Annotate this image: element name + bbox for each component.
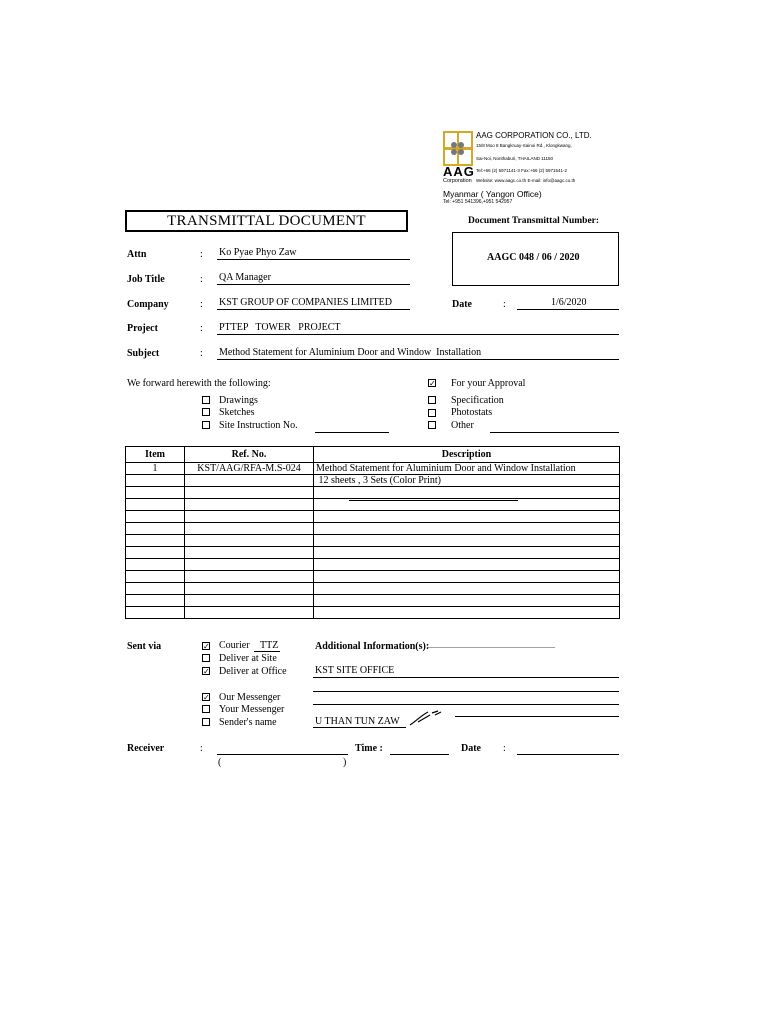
company-brand: AAG <box>443 164 475 179</box>
sketches-label: Sketches <box>219 407 255 418</box>
sender-name-underline <box>313 727 406 728</box>
specification-checkbox[interactable] <box>428 396 436 404</box>
sketches-checkbox[interactable] <box>202 408 210 416</box>
company-value: KST GROUP OF COMPANIES LIMITED <box>219 297 392 308</box>
subject-colon: : <box>200 348 203 359</box>
ref-no-cell <box>185 607 314 619</box>
item-cell <box>126 475 185 487</box>
item-cell <box>126 595 185 607</box>
ref-no-cell <box>185 511 314 523</box>
company-website: Website: www.aagc.co.th E-mail: info@aagc.co.th <box>476 178 576 183</box>
table-header-row <box>126 447 620 463</box>
time-underline <box>390 754 449 755</box>
forward-intro: We forward herewith the following: <box>127 378 271 389</box>
ref-no-cell <box>185 475 314 487</box>
receiver-paren-close: ) <box>343 757 347 768</box>
item-cell: 1 <box>126 463 185 475</box>
items-table <box>125 446 620 619</box>
deliver-office-label: Deliver at Office <box>219 666 287 677</box>
item-cell <box>126 607 185 619</box>
deliver-office-checkbox[interactable]: ✓ <box>203 667 210 676</box>
transmittal-number-value: AAGC 048 / 06 / 2020 <box>487 252 580 263</box>
description-underline <box>349 500 518 501</box>
sender-name-label: Sender's name <box>219 717 277 728</box>
description-cell <box>314 583 620 595</box>
item-cell <box>126 523 185 535</box>
courier-extra: TTZ <box>260 640 279 651</box>
site-instruction-checkbox[interactable] <box>202 421 210 429</box>
job-title-value: QA Manager <box>219 272 271 283</box>
company-label: Company <box>127 299 169 310</box>
company-brand-sub: Corporation <box>443 178 472 184</box>
item-cell <box>126 535 185 547</box>
sender-name-checkbox[interactable] <box>202 718 210 726</box>
ref-no-cell <box>185 547 314 559</box>
table-row <box>126 583 620 595</box>
our-messenger-checkbox[interactable]: ✓ <box>203 693 210 702</box>
project-underline <box>217 334 619 335</box>
item-cell <box>126 499 185 511</box>
job-title-label: Job Title <box>127 274 165 285</box>
table-row <box>126 595 620 607</box>
item-cell <box>126 559 185 571</box>
attn-value: Ko Pyae Phyo Zaw <box>219 247 297 258</box>
description-cell <box>314 571 620 583</box>
receiver-date-underline <box>517 754 619 755</box>
item-cell <box>126 583 185 595</box>
job-title-underline <box>217 284 410 285</box>
your-messenger-checkbox[interactable] <box>202 705 210 713</box>
additional-line-3 <box>313 704 619 705</box>
drawings-checkbox[interactable] <box>202 396 210 404</box>
company-address-1: 15/8 Moo 8 Bangkruay-Sainoi Rd., Klongkwang, <box>476 143 572 148</box>
item-cell <box>126 571 185 583</box>
ref-no-header: Ref. No. <box>185 447 314 463</box>
signature-mark <box>408 709 444 727</box>
description-cell: Method Statement for Aluminium Door and Window Installation <box>314 463 620 475</box>
description-cell <box>314 559 620 571</box>
date-underline <box>517 309 619 310</box>
description-cell <box>314 535 620 547</box>
site-instruction-label: Site Instruction No. <box>219 420 298 431</box>
photostats-label: Photostats <box>451 407 493 418</box>
project-label: Project <box>127 323 158 334</box>
ref-no-cell <box>185 499 314 511</box>
description-cell: 12 sheets , 3 Sets (Color Print) <box>314 475 620 487</box>
attn-colon: : <box>200 249 203 260</box>
specification-label: Specification <box>451 395 504 406</box>
approval-checkbox[interactable]: ✓ <box>429 379 436 388</box>
company-address-2: Sai-Noi, Nonthaburi, THAILAND 11150 <box>476 156 554 161</box>
deliver-site-label: Deliver at Site <box>219 653 277 664</box>
courier-checkbox[interactable]: ✓ <box>203 642 210 651</box>
date-label: Date <box>452 299 472 310</box>
description-header: Description <box>314 447 620 463</box>
attn-underline <box>217 259 410 260</box>
deliver-site-checkbox[interactable] <box>202 654 210 662</box>
company-phone: Tel:+66 (2) 5971141-3 Fax:+66 (2) 5971541-2 <box>476 168 567 173</box>
ref-no-cell: KST/AAG/RFA-M.S-024 <box>185 463 314 475</box>
table-row <box>126 487 620 499</box>
description-cell <box>314 511 620 523</box>
subject-value: Method Statement for Aluminium Door and Window Installation <box>219 347 482 358</box>
other-underline <box>490 432 619 433</box>
site-instruction-underline <box>315 432 389 433</box>
table-row <box>126 559 620 571</box>
description-cell <box>314 523 620 535</box>
photostats-checkbox[interactable] <box>428 409 436 417</box>
additional-line-2 <box>313 691 619 692</box>
courier-underline <box>254 651 280 652</box>
table-row <box>126 463 620 475</box>
company-colon: : <box>200 299 203 310</box>
company-underline <box>217 309 410 310</box>
table-row <box>126 607 620 619</box>
company-logo <box>443 131 473 166</box>
additional-line-1 <box>313 677 619 678</box>
description-cell <box>314 607 620 619</box>
description-cell <box>314 595 620 607</box>
sender-name-value: U THAN TUN ZAW <box>315 716 400 727</box>
table-row <box>126 511 620 523</box>
item-cell <box>126 487 185 499</box>
company-name: AAG CORPORATION CO., LTD. <box>476 131 592 140</box>
sent-via-label: Sent via <box>127 641 162 652</box>
date-value: 1/6/2020 <box>551 297 587 308</box>
company-office: Myanmar ( Yangon Office) <box>443 189 542 199</box>
transmittal-number-label: Document Transmittal Number: <box>468 216 600 226</box>
company-office-phone: Tel: +951 541396,+951 542957 <box>443 199 513 205</box>
description-cell <box>314 487 620 499</box>
receiver-underline <box>217 754 348 755</box>
table-row <box>126 475 620 487</box>
subject-underline <box>217 359 619 360</box>
subject-label: Subject <box>127 348 160 359</box>
ref-no-cell <box>185 535 314 547</box>
ref-no-cell <box>185 595 314 607</box>
table-row <box>126 535 620 547</box>
document-title-box <box>125 210 408 232</box>
item-header: Item <box>126 447 185 463</box>
receiver-date-colon: : <box>503 743 506 754</box>
your-messenger-label: Your Messenger <box>219 704 285 715</box>
table-row <box>126 547 620 559</box>
table-row <box>126 571 620 583</box>
receiver-paren-open: ( <box>218 757 222 768</box>
receiver-colon: : <box>200 743 203 754</box>
item-cell <box>126 547 185 559</box>
date-colon: : <box>503 299 506 310</box>
other-checkbox[interactable] <box>428 421 436 429</box>
site-office-value: KST SITE OFFICE <box>315 665 395 676</box>
ref-no-cell <box>185 583 314 595</box>
receiver-label: Receiver <box>127 743 165 754</box>
job-title-colon: : <box>200 274 203 285</box>
additional-info-label: Additional Information(s): <box>315 641 430 652</box>
our-messenger-label: Our Messenger <box>219 692 281 703</box>
signature-line <box>455 716 619 717</box>
other-label: Other <box>451 420 474 431</box>
ref-no-cell <box>185 523 314 535</box>
project-colon: : <box>200 323 203 334</box>
description-cell <box>314 547 620 559</box>
attn-label: Attn <box>127 249 147 260</box>
additional-info-dots: ................................................................ <box>427 641 555 650</box>
approval-label: For your Approval <box>451 378 526 389</box>
time-label: Time : <box>355 743 383 754</box>
drawings-label: Drawings <box>219 395 258 406</box>
receiver-date-label: Date <box>461 743 481 754</box>
ref-no-cell <box>185 559 314 571</box>
project-value: PTTEP TOWER PROJECT <box>219 322 341 333</box>
courier-label: Courier <box>219 640 250 651</box>
document-title: TRANSMITTAL DOCUMENT <box>167 213 366 229</box>
ref-no-cell <box>185 487 314 499</box>
item-cell <box>126 511 185 523</box>
table-row <box>126 523 620 535</box>
ref-no-cell <box>185 571 314 583</box>
